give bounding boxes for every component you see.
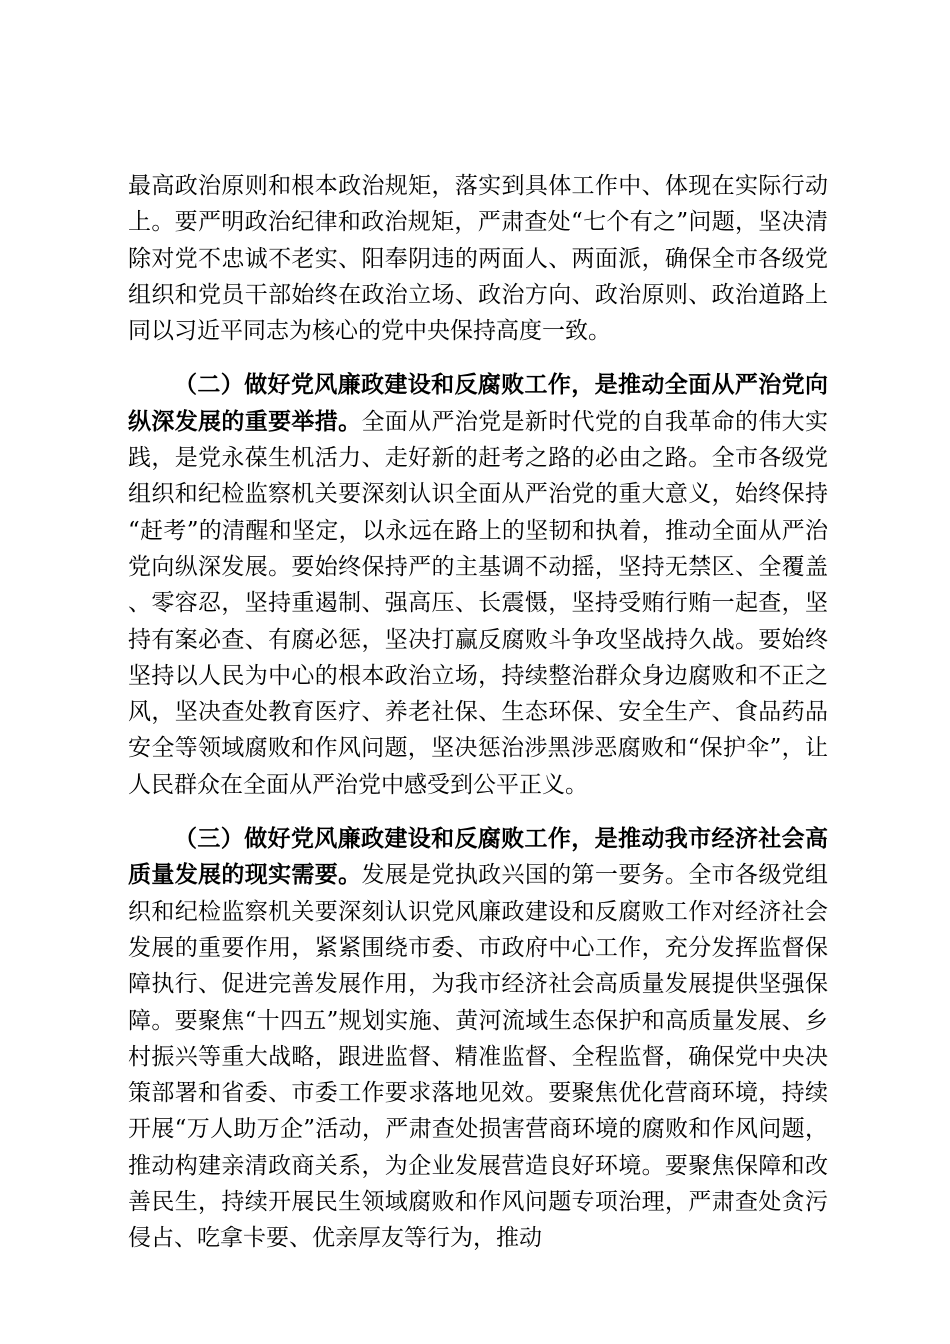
paragraph-continuation bbox=[128, 168, 828, 349]
section-heading-three: （三）做好党风廉政建设和反腐败工作，是推动我市经济社会高质量发展的现实需要。 bbox=[128, 826, 828, 889]
paragraph-body-text: 发展是党执政兴国的第一要务。全市各级党组织和纪检监察机关要深刻认识党风廉政建设和反腐败工作对经济社会发展的重要作用，紧紧围绕市委、市政府中心工作，充分发挥监督保障执行、促进完善发展作用，为我市经济社会高质量发展提供坚强保障。要聚焦“十四五”规划实施、黄河流域生态保护和高质量发展、乡村振兴等重大战略，跟进监督、精准监督、全程监督，确保党中央决策部署和省委、市委工作要求落地见效。要聚焦优化营商环境，持续开展“万人助万企”活动，严肃查处损害营商环境的腐败和作风问题，推动构建亲清政商关系，为企业发展营造良好环境。要聚焦保障和改善民生，持续开展民生领域腐败和作风问题专项治理，严肃查处贪污侵占、吃拿卡要、优亲厚友等行为，推动 bbox=[128, 862, 829, 1252]
paragraph-section-three bbox=[128, 821, 828, 1257]
paragraph-section-two bbox=[128, 367, 828, 803]
section-heading-two: （二）做好党风廉政建设和反腐败工作，是推动全面从严治党向纵深发展的重要举措。 bbox=[128, 372, 828, 435]
document-body bbox=[128, 168, 828, 1257]
paragraph-body-text: 最高政治原则和根本政治规矩，落实到具体工作中、体现在实际行动上。要严明政治纪律和政治规矩，严肃查处“七个有之”问题，坚决清除对党不忠诚不老实、阳奉阴违的两面人、两面派，确保全市各级党组织和党员干部始终在政治立场、政治方向、政治原则、政治道路上同以习近平同志为核心的党中央保持高度一致。 bbox=[128, 173, 828, 345]
paragraph-body-text: 全面从严治党是新时代党的自我革命的伟大实践，是党永葆生机活力、走好新的赶考之路的必由之路。全市各级党组织和纪检监察机关要深刻认识全面从严治党的重大意义，始终保持“赶考”的清醒和坚定，以永远在路上的坚韧和执着，推动全面从严治党向纵深发展。要始终保持严的主基调不动摇，坚持无禁区、全覆盖、零容忍，坚持重遏制、强高压、长震慑，坚持受贿行贿一起查，坚持有案必查、有腐必惩，坚决打赢反腐败斗争攻坚战持久战。要始终坚持以人民为中心的根本政治立场，持续整治群众身边腐败和不正之风，坚决查处教育医疗、养老社保、生态环保、安全生产、食品药品安全等领域腐败和作风问题，坚决惩治涉黑涉恶腐败和“保护伞”，让人民群众在全面从严治党中感受到公平正义。 bbox=[128, 408, 829, 798]
